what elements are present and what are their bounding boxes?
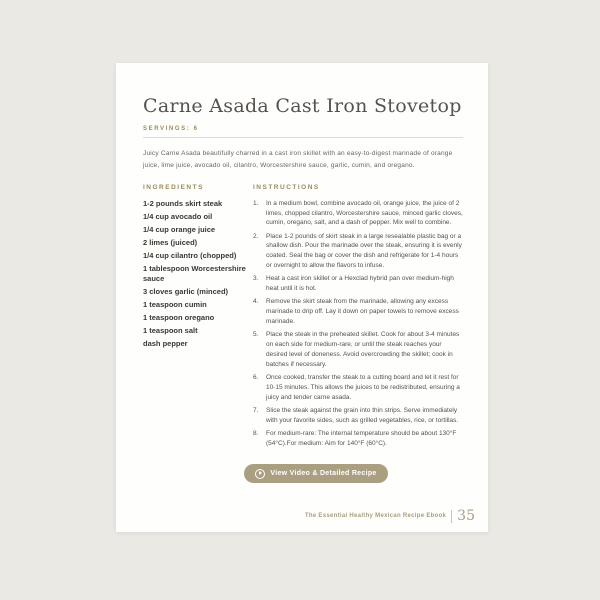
ingredient-item: 1/4 cup cilantro (chopped) — [143, 250, 237, 260]
recipe-description: Juicy Carne Asada beautifully charred in a cast iron skillet with an easy-to-digest marinade of orange juice, lime juice, avocado oil, cilantro, Worcestershire sauce, garlic, cumin, and oregano. — [143, 149, 453, 169]
footer-separator — [451, 510, 452, 523]
ingredient-item: 1 teaspoon oregano — [143, 313, 215, 323]
recipe-title: Carne Asada Cast Iron Stovetop — [143, 95, 462, 117]
instructions-heading: INSTRUCTIONS — [253, 183, 320, 191]
ingredient-item: 1-2 pounds skirt steak — [143, 198, 223, 208]
step-text: Heat a cast iron skillet or a Hexclad hybrid pan over medium-high heat until it is hot. — [266, 275, 454, 293]
ingredient-item: 1 teaspoon cumin — [143, 300, 207, 310]
instruction-step — [253, 274, 463, 294]
recipe-page — [116, 63, 488, 532]
instructions-list — [253, 199, 463, 449]
instruction-step — [253, 330, 463, 369]
instruction-step — [253, 406, 463, 426]
step-number: 7. — [253, 406, 259, 414]
instruction-step — [253, 429, 463, 449]
recipe-columns — [143, 184, 463, 452]
ingredient-item: 1/4 cup orange juice — [143, 224, 216, 234]
page-number: 35 — [457, 508, 475, 524]
ingredient-item: 1/4 cup avocado oil — [143, 211, 213, 221]
ingredient-item: 2 limes (juiced) — [143, 237, 198, 247]
step-text: Place the steak in the preheated skillet. Cook for about 3-4 minutes on each side for medium-rare, or until the steak reaches your desired level of doneness. Avoid overcrowding the skillet; cook in batches if necessary. — [266, 331, 460, 368]
cta-row — [130, 464, 502, 483]
play-icon — [255, 469, 265, 479]
step-text: Slice the steak against the grain into thin strips. Serve immediately with your favorite sides, such as grilled vegetables, rice, or tortillas. — [266, 406, 459, 424]
ingredients-section — [143, 184, 253, 452]
step-number: 6. — [253, 374, 259, 382]
instructions-section — [253, 184, 463, 452]
step-text: For medium-rare: The internal temperature should be about 130°F (54°C).For medium: Aim for 140°F (60°C). — [266, 430, 457, 447]
view-video-label: View Video & Detailed Recipe — [270, 470, 377, 477]
step-text: In a medium bowl, combine avocado oil, orange juice, the juice of 2 limes, chopped cilantro, Worcestershire sauce, minced garlic cloves, cumin, oregano, salt, and a dash of pepper. Mix well to combine. — [266, 199, 463, 227]
ingredient-item: 1 tablespoon Worcestershire sauce — [143, 263, 246, 284]
step-number: 2. — [253, 232, 259, 240]
ingredients-list — [143, 199, 253, 350]
ingredients-heading: INGREDIENTS — [143, 183, 204, 191]
instruction-step — [253, 199, 463, 228]
step-text: Once cooked, transfer the steak to a cutting board and let it rest for 10-15 minutes. This allows the juices to be redistributed, ensuring a juicy and tender carne asada. — [266, 374, 460, 401]
step-text: Place 1-2 pounds of skirt steak in a large resealable plastic bag or a shallow dish. Pour the marinade over the steak, ensuring it is evenly coated. Seal the bag or cover the dish and refrigerate for 1-4 hours or overnight to allow the flavors to infuse. — [266, 232, 462, 270]
view-video-button[interactable] — [244, 464, 387, 483]
step-number: 5. — [253, 331, 259, 339]
ingredient-item: dash pepper — [143, 339, 188, 349]
step-number: 1. — [253, 199, 259, 207]
instruction-step — [253, 297, 463, 326]
servings-label: SERVINGS: 6 — [143, 125, 199, 132]
step-number: 4. — [253, 298, 259, 306]
page-footer — [305, 509, 475, 523]
step-number: 3. — [253, 275, 259, 283]
ingredient-item: 1 teaspoon salt — [143, 326, 198, 336]
ebook-title: The Essential Healthy Mexican Recipe Ebook — [304, 513, 447, 519]
step-number: 8. — [253, 430, 259, 438]
divider — [143, 137, 463, 138]
instruction-step — [253, 232, 463, 271]
step-text: Remove the skirt steak from the marinade, allowing any excess marinade to drip off. Lay it down on paper towels to remove excess marinade. — [266, 298, 459, 326]
instruction-step — [253, 373, 463, 402]
ingredient-item: 3 cloves garlic (minced) — [143, 287, 229, 297]
